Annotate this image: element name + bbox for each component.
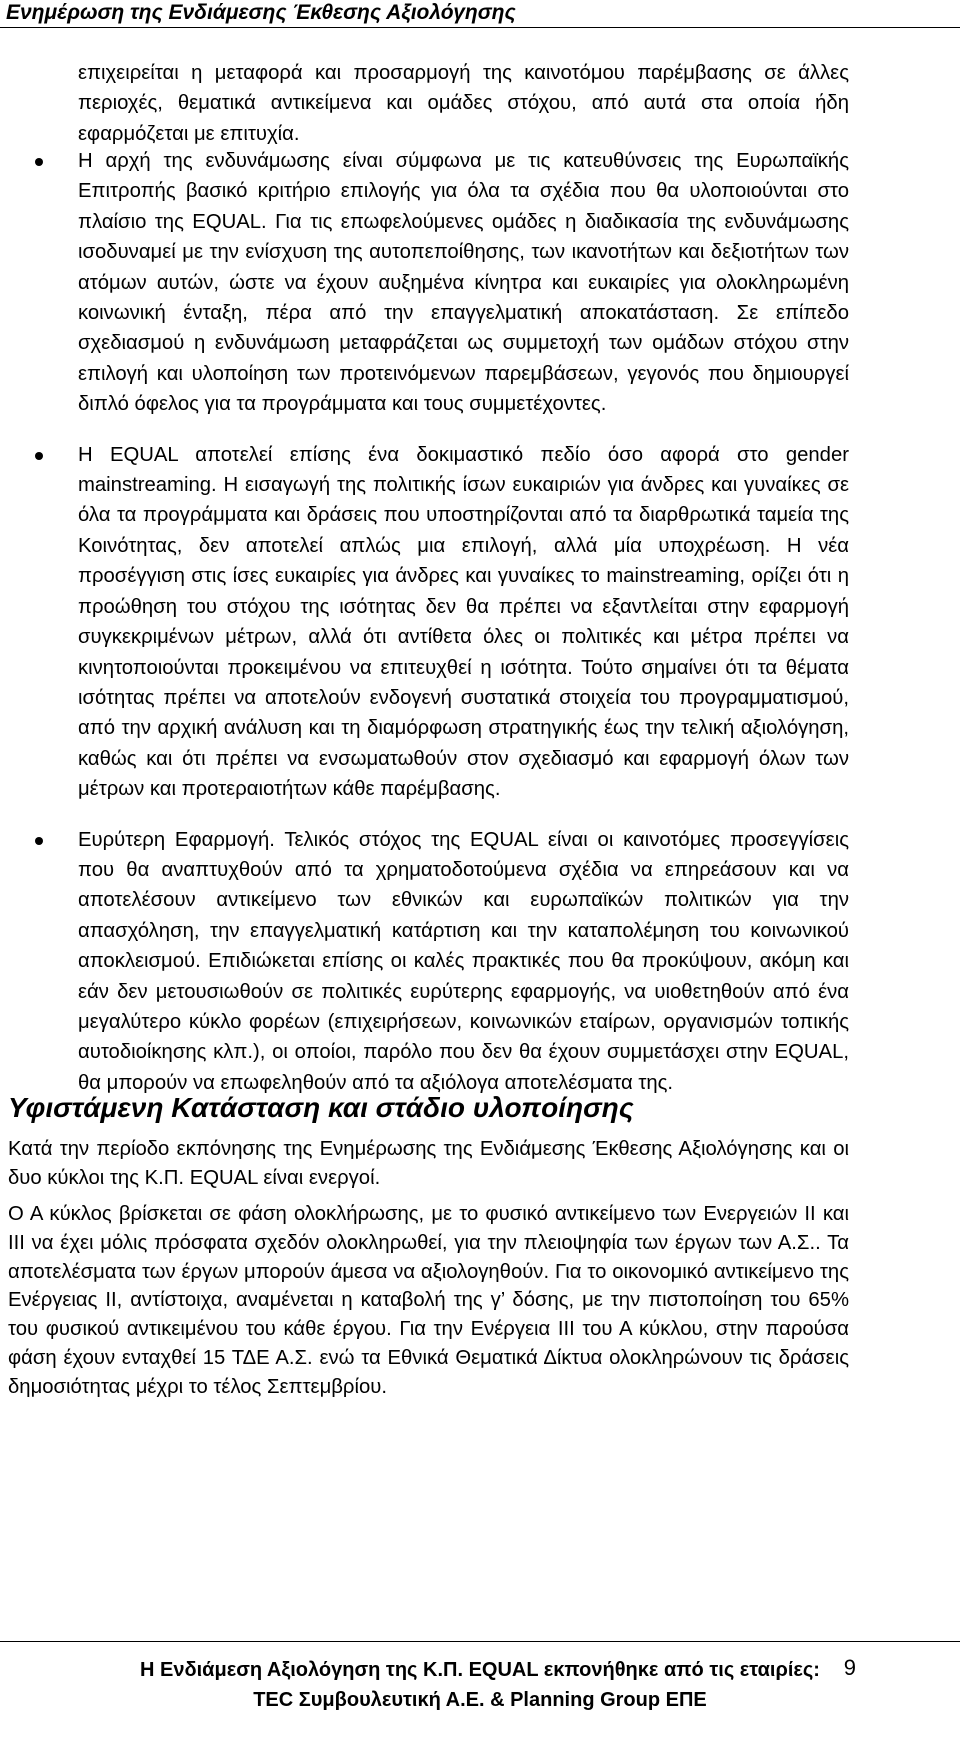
bullet-dot-icon (35, 452, 43, 460)
page-footer (0, 1641, 960, 1753)
list-item (0, 146, 849, 420)
bullet-dot-icon (35, 837, 43, 845)
bullet-text-wider-application: Ευρύτερη Εφαρμογή. Τελικός στόχος της EQUAL είναι οι καινοτόμες προσεγγίσεις που θα αναπτυχθούν από τα χρηματοδοτούμενα σχέδια να επηρεάσουν και να αποτελέσουν αντικείμενο των εθνικών και ευρωπαϊκών πολιτικών για την απασχόληση, την επαγγελματική κατάρτιση και την καταπολέμηση του κοινωνικού αποκλεισμού. Επιδιώκεται επίσης οι καλές πρακτικές που θα προκύψουν, ακόμη και εάν δεν μετουσιωθούν σε πολιτικές ευρύτερης εφαρμογής, να υιοθετηθούν από ένα μεγαλύτερο κύκλο φορέων (επιχειρήσεων, κοινωνικών εταίρων, οργανισμών τοπικής αυτοδιοίκησης κλπ.), οι οποίοι, παρόλο που δεν θα έχουν συμμετάσχει στην EQUAL, θα μπορούν να επωφεληθούν από τα αξιόλογα αποτελέσματα της. (78, 828, 849, 1094)
footer-line-1: Η Ενδιάμεση Αξιολόγηση της Κ.Π. EQUAL εκπονήθηκε από τις εταιρίες: (140, 1659, 820, 1681)
page-number: 9 (843, 1655, 856, 1680)
list-item (0, 440, 849, 805)
bullet-text-empowerment: Η αρχή της ενδυνάμωσης είναι σύμφωνα με τις κατευθύνσεις της Ευρωπαϊκής Επιτροπής βασικό κριτήριο επιλογής για όλα τα σχέδια που θα υλοποιούνται στο πλαίσιο της EQUAL. Για τις επωφελούμενες ομάδες η διαδικασία της ενδυνάμωσης ισοδυναμεί με την ενίσχυση της αυτοπεποίθησης, των ικανοτήτων και δεξιοτήτων των ατόμων αυτών, ώστε να έχουν αυξημένα κίνητρα και ευκαιρίες για ολοκληρωμένη κοινωνική ένταξη, πέρα από την επαγγελματική αποκατάσταση. Σε επίπεδο σχεδιασμού η ενδυνάμωση μεταφράζεται ως συμμετοχή των ομάδων στόχου στην επιλογή και υλοποίηση των προτεινόμενων παρεμβάσεων, γεγονός που δημιουργεί διπλό όφελος για τα προγράμματα και τους συμμετέχοντες. (78, 150, 849, 416)
running-header (0, 0, 960, 28)
footer-credits (0, 1655, 960, 1715)
section-paragraph-2: Ο Α κύκλος βρίσκεται σε φάση ολοκλήρωσης, με το φυσικό αντικείμενο των Ενεργειών ΙΙ και ΙΙΙ να έχει μόλις πρόσφατα σχεδόν ολοκληρωθεί, για την πλειοψηφία των έργων των Α.Σ.. Τα αποτελέσματα των έργων μπορούν άμεσα να αξιολογηθούν. Για το οικονομικό αντικείμενο της Ενέργειας ΙΙ, αντίστοιχα, αναμένεται η καταβολή της γ’ δόσης, με την πιστοποίηση του 65% του φυσικού αντικειμένου του κάθε έργου. Για την Ενέργεια ΙΙΙ του Α κύκλου, στην παρούσα φάση έχουν ενταχθεί 15 ΤΔΕ Α.Σ. ενώ τα Εθνικά Θεματικά Δίκτυα ολοκληρώνουν τις δράσεις δημοσιότητας μέχρι το τέλος Σεπτεμβρίου. (8, 1203, 849, 1398)
bullet-text-gender-mainstreaming: Η EQUAL αποτελεί επίσης ένα δοκιμαστικό πεδίο όσο αφορά στο gender mainstreaming. Η εισαγωγή της πολιτικής ίσων ευκαιριών για άνδρες και γυναίκες σε όλα τα προγράμματα και δράσεις που υποστηρίζονται από τα διαρθρωτικά ταμεία της Κοινότητας, δεν αποτελεί απλώς μια επιλογή, αλλά μία υποχρέωση. Η νέα προσέγγιση στις ίσες ευκαιρίες για άνδρες και γυναίκες το mainstreaming, ορίζει ότι η προώθηση του στόχου της ισότητας δεν θα πρέπει να εξαντλείται στην εφαρμογή συγκεκριμένων μέτρων, αλλά ότι αντίθετα όλες οι πολιτικές και μέτρα πρέπει να κινητοποιούνται προκειμένου να επιτευχθεί η ισότητα. Τούτο σημαίνει ότι τα θέματα ισότητας πρέπει να αποτελούν ενδογενή συστατικά στοιχεία του προγραμματισμού, από την αρχική ανάλυση και τη διαμόρφωση στρατηγικής έως την τελική αξιολόγηση, καθώς και ότι πρέπει να ενσωματωθούν στον σχεδιασμό και εφαρμογή όλων των μέτρων και προτεραιοτήτων κάθε παρέμβασης. (78, 443, 849, 801)
footer-line-2: TEC Συμβουλευτική Α.Ε. & Planning Group ΕΠΕ (253, 1689, 707, 1711)
section-paragraph-1: Κατά την περίοδο εκπόνησης της Ενημέρωσης της Ενδιάμεσης Έκθεσης Αξιολόγησης και οι δυο κύκλοι της Κ.Π. EQUAL είναι ενεργοί. (8, 1138, 849, 1189)
section-heading: Υφιστάμενη Κατάσταση και στάδιο υλοποίησης (8, 1092, 634, 1123)
bullet-dot-icon (35, 158, 43, 166)
header-title: Ενημέρωση της Ενδιάμεσης Έκθεσης Αξιολόγησης (6, 1, 516, 24)
continuation-paragraph: επιχειρείται η μεταφορά και προσαρμογή της καινοτόμου παρέμβασης σε άλλες περιοχές, θεματικά αντικείμενα και ομάδες στόχου, από αυτά στα οποία ήδη εφαρμόζεται με επιτυχία. (78, 62, 849, 145)
bullet-list (0, 146, 960, 1098)
list-item (0, 825, 849, 1099)
